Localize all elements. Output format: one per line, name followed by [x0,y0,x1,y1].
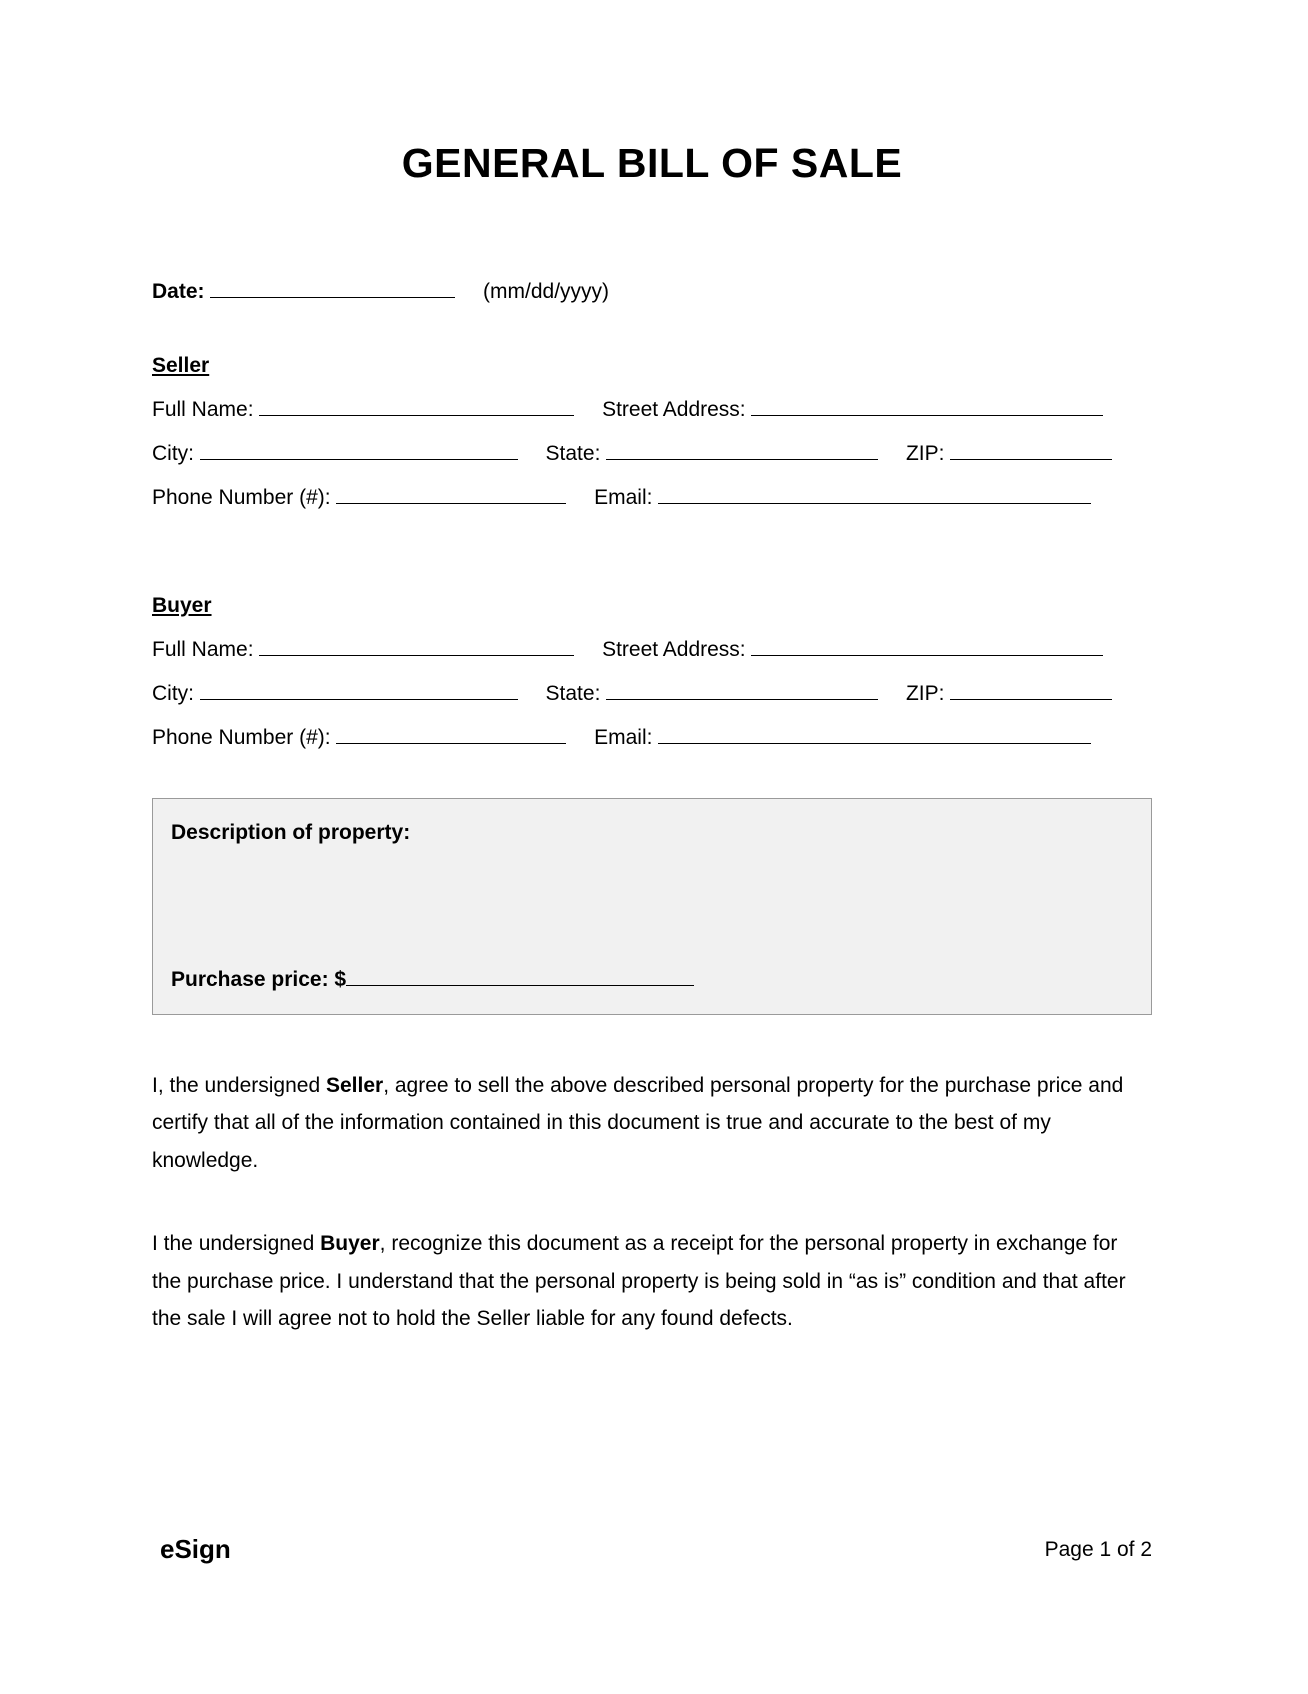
page-number: Page 1 of 2 [1044,1538,1152,1561]
buyer-heading: Buyer [152,594,212,617]
buyer-email-label: Email: [594,726,653,749]
seller-paragraph-bold: Seller [325,1074,384,1097]
seller-state-label: State: [545,442,601,465]
buyer-street-address-input[interactable] [751,637,1103,656]
seller-paragraph-text-after: , agree to sell the above described personal property for the purchase price and certify that all of the information contained in this document is true and accurate to the best of my knowledge. [152,1074,1124,1172]
seller-city-input[interactable] [200,441,518,460]
buyer-section [152,544,1152,750]
seller-full-name-label: Full Name: [152,398,254,421]
seller-name-address-row [152,397,1152,422]
buyer-paragraph-text-after: , recognize this document as a receipt for the personal property in exchange for the purchase price. I understand that the personal property is being sold in “as is” condition and that after the sale I will agree not to hold the Seller liable for any found defects. [152,1232,1126,1330]
buyer-name-address-row [152,637,1152,662]
description-of-property-label: Description of property: [171,821,411,844]
seller-zip-input[interactable] [950,441,1112,460]
property-description-box [152,798,1152,1015]
seller-section [152,304,1152,510]
page-title: GENERAL BILL OF SALE [401,140,903,186]
seller-phone-email-row [152,485,1152,510]
seller-email-label: Email: [594,486,653,509]
date-field-row [152,279,1152,304]
seller-city-state-zip-row [152,441,1152,466]
buyer-city-input[interactable] [200,681,518,700]
seller-phone-input[interactable] [336,485,566,504]
buyer-paragraph-bold: Buyer [320,1232,380,1256]
purchase-price-input[interactable] [346,967,694,986]
buyer-phone-input[interactable] [336,725,566,744]
buyer-phone-email-row [152,725,1152,750]
buyer-agreement-paragraph [152,1225,1152,1337]
seller-phone-label: Phone Number (#): [152,486,331,509]
seller-state-input[interactable] [606,441,878,460]
buyer-email-input[interactable] [658,725,1091,744]
esign-logo: eSign [160,1534,231,1564]
purchase-price-row [171,967,694,992]
seller-heading: Seller [152,354,210,377]
document-sheet [152,0,1152,1694]
buyer-city-state-zip-row [152,681,1152,706]
buyer-zip-input[interactable] [950,681,1112,700]
buyer-paragraph-text-before: I the undersigned [152,1232,321,1256]
buyer-full-name-input[interactable] [259,637,574,656]
page-footer [152,1534,1152,1564]
buyer-street-address-label: Street Address: [602,638,746,661]
currency-symbol: $ [334,968,347,991]
seller-street-address-input[interactable] [751,397,1103,416]
buyer-state-input[interactable] [606,681,878,700]
seller-zip-label: ZIP: [905,442,945,465]
seller-paragraph-text-before: I, the undersigned [152,1074,326,1097]
date-input-line[interactable] [210,279,455,298]
seller-full-name-input[interactable] [259,397,574,416]
buyer-phone-label: Phone Number (#): [152,726,331,749]
purchase-price-label: Purchase price: [171,968,329,991]
date-label: Date: [152,280,205,303]
seller-city-label: City: [152,442,194,465]
seller-street-address-label: Street Address: [602,398,746,421]
seller-agreement-paragraph [152,1067,1152,1179]
buyer-state-label: State: [545,682,601,705]
seller-email-input[interactable] [658,485,1091,504]
date-format-hint: (mm/dd/yyyy) [483,280,610,303]
buyer-city-label: City: [152,682,194,705]
buyer-zip-label: ZIP: [905,682,945,705]
buyer-full-name-label: Full Name: [152,638,254,661]
